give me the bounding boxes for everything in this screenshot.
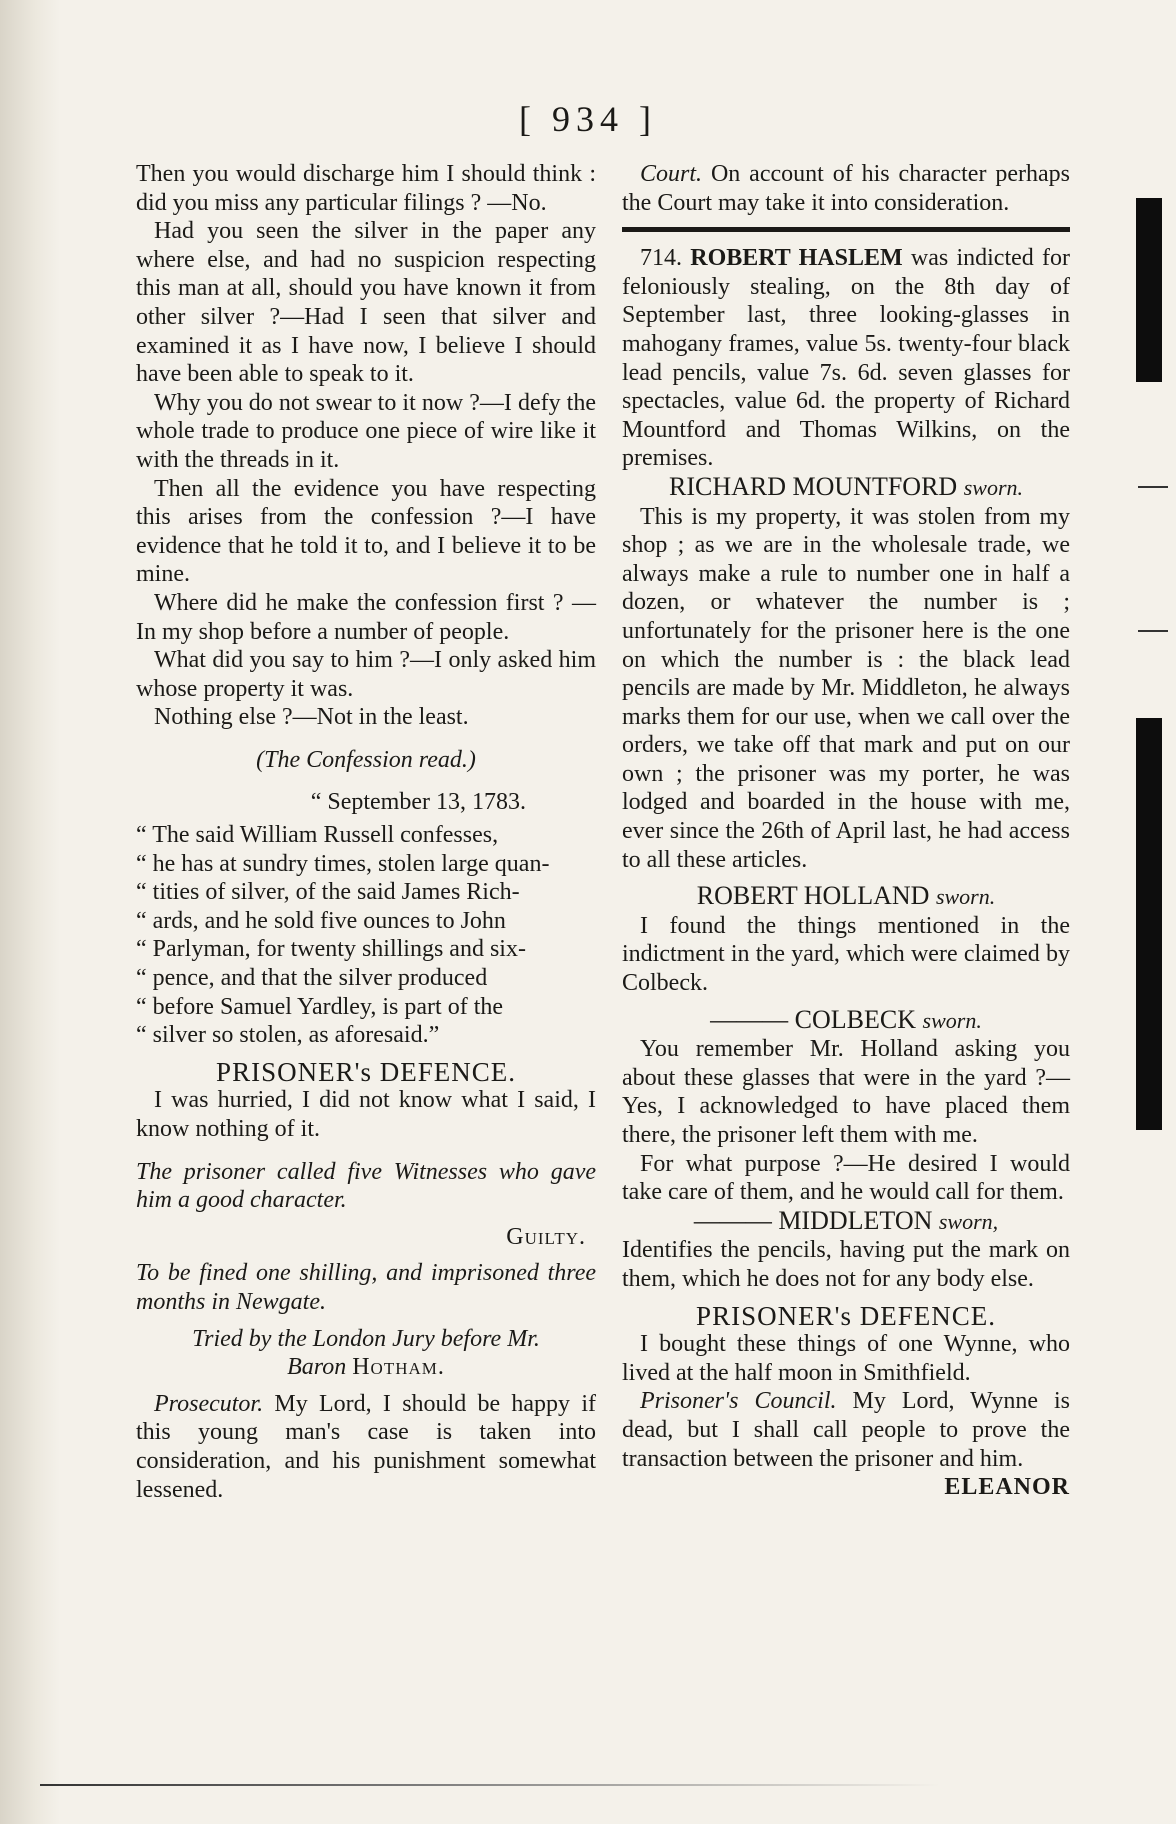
- confession-line: “ before Samuel Yardley, is part of the: [136, 993, 504, 1020]
- witness-heading: [622, 473, 1070, 503]
- defendant-name: ROBERT HASLEM: [690, 245, 903, 272]
- tried-by-judge: Hotham.: [352, 1354, 445, 1381]
- council-label: Prisoner's Council.: [640, 1388, 837, 1415]
- testimony-paragraph: Had you seen the silver in the paper any where else, and had no suspicion respecting this man at all, should you have known it from other silver ?—Had I seen that silver and examined it as I have now, I believe I should have been able to speak to it.: [136, 218, 596, 388]
- confession-line: “ Parlyman, for twenty shillings and six-: [136, 936, 526, 963]
- margin-bar: [1136, 718, 1162, 1130]
- confession-heading: (The Confession read.): [256, 746, 476, 773]
- sworn-label: sworn,: [938, 1208, 999, 1234]
- confession-text: [136, 821, 596, 1050]
- council-text: My Lord, Wynne is dead, but I shall call people to prove the transaction between the prisoner and him.: [622, 1388, 1071, 1472]
- catchword: ELEANOR: [944, 1474, 1070, 1501]
- tried-by-judge-line: [136, 1353, 596, 1382]
- defence-text: I bought these things of one Wynne, who lived at the half moon in Smithfield.: [622, 1331, 1070, 1386]
- testimony-paragraph: What did you say to him ?—I only asked him whose property it was.: [136, 647, 596, 702]
- court-text: On account of his character perhaps the Court may take it into consideration.: [622, 161, 1071, 216]
- council-statement: [622, 1387, 1070, 1473]
- tried-by-title: Baron: [287, 1354, 347, 1381]
- margin-tick: [1138, 630, 1168, 632]
- court-statement: [622, 160, 1070, 217]
- defence-heading: PRISONER's DEFENCE.: [216, 1056, 516, 1087]
- testimony-paragraph: Why you do not swear to it now ?—I defy the whole trade to produce one piece of wire like it with the threads in it.: [136, 389, 596, 473]
- witness-name: ——— MIDDLETON: [693, 1205, 933, 1235]
- confession-line: “ pence, and that the silver produced: [136, 965, 488, 992]
- witness-name: RICHARD MOUNTFORD: [669, 471, 958, 501]
- defence-heading: PRISONER's DEFENCE.: [696, 1300, 996, 1331]
- margin-bar: [1136, 198, 1162, 382]
- verdict: Guilty.: [506, 1223, 586, 1250]
- sworn-label: sworn.: [922, 1007, 982, 1033]
- page-number: [ 934 ]: [519, 99, 657, 139]
- defence-text: I was hurried, I did not know what I said, I know nothing of it.: [136, 1087, 596, 1142]
- indictment-text: was indicted for feloniously stealing, on the 8th day of September last, three looking-glasses in mahogany frames, value 5s. twenty-four black lead pencils, value 7s. 6d. seven glasses for spectacles, value 6d. the property of Richard Mountford and Thomas Wilkins, on the premises.: [622, 245, 1071, 472]
- witness-heading: [622, 1207, 1070, 1237]
- case-indictment: [622, 244, 1070, 473]
- prosecutor-label: Prosecutor.: [154, 1390, 264, 1417]
- margin-tick: [1138, 486, 1168, 488]
- confession-line: “ ards, and he sold five ounces to John: [136, 907, 506, 934]
- testimony-paragraph: Nothing else ?—Not in the least.: [154, 704, 469, 731]
- confession-line: “ The said William Russell confesses,: [136, 822, 499, 849]
- witness-name: ROBERT HOLLAND: [696, 881, 930, 911]
- court-label: Court.: [640, 161, 703, 187]
- sentence: To be fined one shilling, and imprisoned three months in Newgate.: [136, 1260, 596, 1315]
- witness-testimony: You remember Mr. Holland asking you about these glasses that were in the yard ?— Yes, I acknowledged to have placed them there, the prisoner left them with me.: [622, 1036, 1070, 1148]
- testimony-paragraph: Then all the evidence you have respecting this arises from the confession ?—I have evidence that he told it to, and I believe it to be mine.: [136, 475, 596, 588]
- prosecutor-text: My Lord, I should be happy if this young man's case is taken into consideration, and his punishment somewhat lessened.: [136, 1390, 596, 1503]
- prosecutor-statement: [136, 1390, 596, 1504]
- witness-heading: [622, 882, 1070, 912]
- witness-testimony: I found the things mentioned in the indictment in the yard, which were claimed by Colbeck.: [622, 912, 1070, 997]
- testimony-paragraph: Then you would discharge him I should think : did you miss any particular filings ? —No.: [136, 161, 596, 216]
- left-column: [136, 160, 596, 1504]
- confession-line: “ he has at sundry times, stolen large quan-: [136, 850, 550, 877]
- sworn-label: sworn.: [963, 474, 1023, 500]
- sworn-label: sworn.: [935, 884, 996, 910]
- witness-testimony: This is my property, it was stolen from my shop ; as we are in the wholesale trade, we always make a rule to number one in half a dozen, or whatever the number is ; unfortunately for the prisoner here is the one on which the number is : the black lead pencils are made by Mr. Middleton, he always marks them for our use, when we call over the orders, we take off that mark and put on our own ; the prisoner was my porter, he was lodged and boarded in the house with me, ever since the 26th of April last, he had access to all these articles.: [622, 503, 1070, 873]
- page-gutter-shadow: [0, 0, 60, 1824]
- witness-testimony: For what purpose ?—He desired I would take care of them, and he would call for them.: [622, 1150, 1070, 1206]
- confession-line: “ tities of silver, of the said James Rich-: [136, 879, 520, 906]
- case-number: 714.: [640, 245, 682, 272]
- section-rule: [622, 227, 1070, 232]
- witness-heading: [622, 1006, 1070, 1036]
- witness-testimony: Identifies the pencils, having put the mark on them, which he does not for any body else.: [622, 1237, 1070, 1292]
- witnesses-note: The prisoner called five Witnesses who gave him a good character.: [136, 1158, 596, 1214]
- right-column: [622, 160, 1070, 1502]
- tried-by: Tried by the London Jury before Mr.: [192, 1325, 540, 1352]
- confession-date: “ September 13, 1783.: [310, 789, 526, 816]
- testimony-paragraph: Where did he make the confession first ? —In my shop before a number of people.: [136, 589, 596, 645]
- page-bottom-edge: [40, 1784, 940, 1786]
- witness-name: ——— COLBECK: [710, 1004, 917, 1034]
- confession-line: “ silver so stolen, as aforesaid.”: [136, 1022, 440, 1049]
